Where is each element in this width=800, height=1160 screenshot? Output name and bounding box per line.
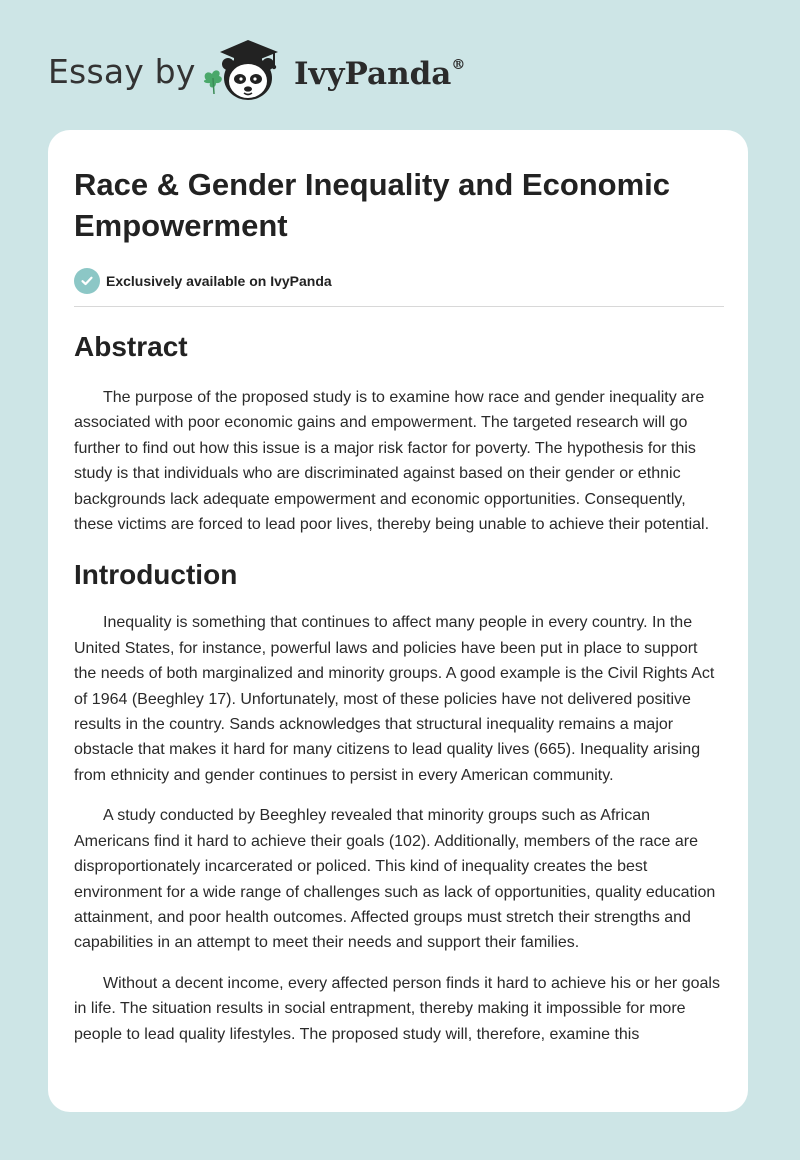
introduction-paragraph-1: Inequality is something that continues to affect many people in every country. In the United States, for instance, powerful laws and policies have been put in place to support the needs of both marginalized and minority groups. A good example is the Civil Rights Act of 1964 (Beeghley 17). Unfortunately, most of these policies have not delivered positive results in the country. Sands acknowledges that structural inequality remains a major obstacle that makes it hard for many citizens to lead quality lives (665). Inequality arising from ethnicity and gender continues to persist in every American community. xyxy=(74,614,715,784)
title-divider xyxy=(74,306,724,307)
essay-card xyxy=(48,130,748,1112)
essay-content xyxy=(74,164,724,1047)
ivypanda-logo-icon[interactable] xyxy=(200,34,292,108)
exclusive-badge xyxy=(74,268,724,294)
page-title: Race & Gender Inequality and Economic Empowerment xyxy=(74,167,671,243)
introduction-heading: Introduction xyxy=(74,559,238,591)
brand-name[interactable]: IvyPanda® xyxy=(294,56,466,92)
site-header xyxy=(0,0,800,130)
registered-mark: ® xyxy=(451,56,466,73)
exclusive-badge-text: Exclusively available on IvyPanda xyxy=(106,273,332,289)
essay-by-label: Essay by xyxy=(48,52,196,91)
check-circle-icon xyxy=(74,268,100,294)
abstract-paragraph: The purpose of the proposed study is to examine how race and gender inequality are associated with poor economic gains and empowerment. The targeted research will go further to find out how this issue is a major risk factor for poverty. The hypothesis for this study is that individuals who are discriminated against based on their gender or ethnic backgrounds lack adequate empowerment and economic opportunities. Consequently, these victims are forced to lead poor lives, thereby being unable to achieve their potential. xyxy=(74,389,710,534)
introduction-paragraph-2: A study conducted by Beeghley revealed that minority groups such as African Americans find it hard to achieve their goals (102). Additionally, members of the race are disproportionately incarcerated or policed. This kind of inequality creates the best environment for a wide range of challenges such as lack of opportunities, quality education attainment, and poor health outcomes. Affected groups must stretch their strengths and capabilities in an attempt to meet their needs and support their families. xyxy=(74,807,716,952)
abstract-heading: Abstract xyxy=(74,331,188,362)
introduction-paragraph-3: Without a decent income, every affected person finds it hard to achieve his or her goals in life. The situation results in social entrapment, thereby making it impossible for more people to lead quality lifestyles. The proposed study will, therefore, examine this xyxy=(74,974,720,1043)
